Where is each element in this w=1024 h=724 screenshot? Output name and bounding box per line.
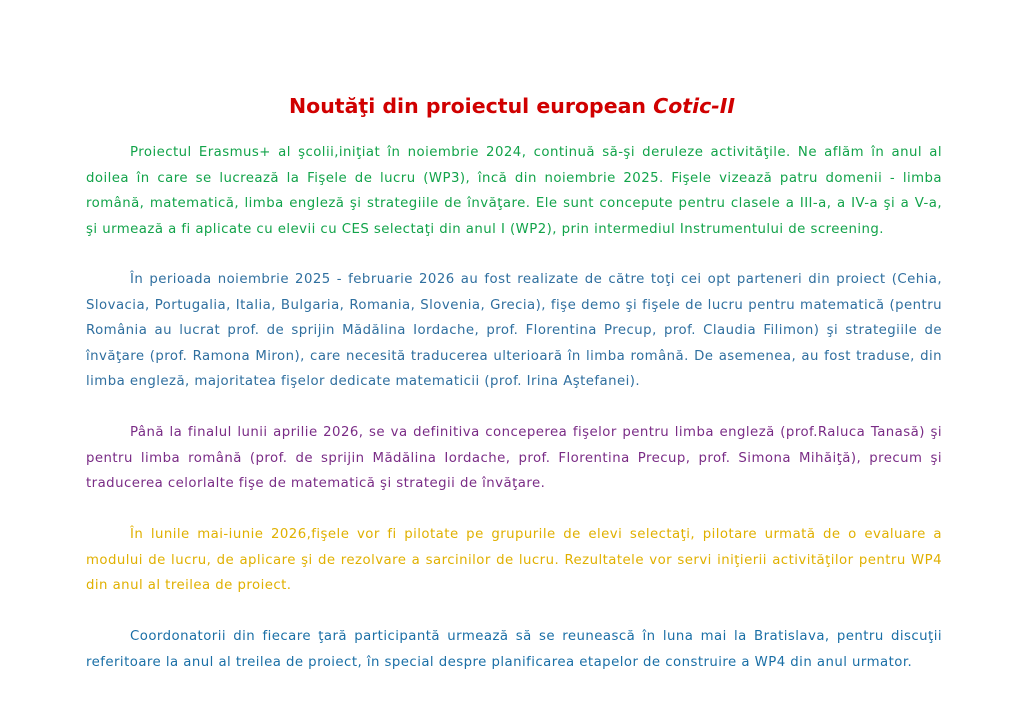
paragraph-partners-work: În perioada noiembrie 2025 - februarie 2026 au fost realizate de către toţi cei opt parteneri din proiect (Cehia, Slovacia, Portugalia, Italia, Bulgaria, Romania, Slovenia, Grecia), fişe demo şi fişele de lucru pentru matematică (pentru România au lucrat prof. de sprijin Mădălina Iordache, prof. Florentina Precup, prof. Claudia Filimon) şi strategiile de învăţare (prof. Ramona Miron), care necesită traducerea ulterioară în limba română. De asemenea, au fost traduse, din limba engleză, majoritatea fişelor dedicate matematicii (prof. Irina Aştefanei).	[86, 272, 942, 389]
paragraph-intro: Proiectul Erasmus+ al şcolii,iniţiat în noiembrie 2024, continuă să-şi deruleze activităţile. Ne aflăm în anul al doilea în care se lucrează la Fişele de lucru (WP3), încă din noiembrie 2025. Fişele vizează patru domenii - limba română, matematică, limba engleză şi strategiile de învăţare. Ele sunt concepute pentru clasele a III-a, a IV-a şi a V-a, şi urmează a fi aplicate cu elevii cu CES selectaţi din anul I (WP2), prin intermediul Instrumentului de screening.	[86, 145, 942, 237]
page-title	[0, 92, 1024, 120]
paragraph-coordinators-meeting: Coordonatorii din fiecare ţară participantă urmează să se reunească în luna mai la Bratislava, pentru discuţii referitoare la anul al treilea de proiect, în special despre planificarea etapelor de construire a WP4 din anul urmator.	[86, 629, 942, 670]
paragraph-april-plans: Până la finalul lunii aprilie 2026, se va definitiva conceperea fişelor pentru limba engleză (prof.Raluca Tanasă) şi pentru limba română (prof. de sprijin Mădălina Iordache, prof. Florentina Precup, prof. Simona Mihăiţă), precum şi traducerea celorlalte fişe de matematică şi strategii de învăţare.	[86, 425, 942, 491]
title-project-name: Cotic-II	[653, 94, 736, 118]
paragraph-piloting: În lunile mai-iunie 2026,fişele vor fi pilotate pe grupurile de elevi selectaţi, pilotare urmată de o evaluare a modului de lucru, de aplicare şi de rezolvare a sarcinilor de lucru. Rezultatele vor servi iniţierii activităţilor pentru WP4 din anul al treilea de proiect.	[86, 527, 942, 593]
title-text: Noutăţi din proiectul european	[288, 94, 654, 118]
